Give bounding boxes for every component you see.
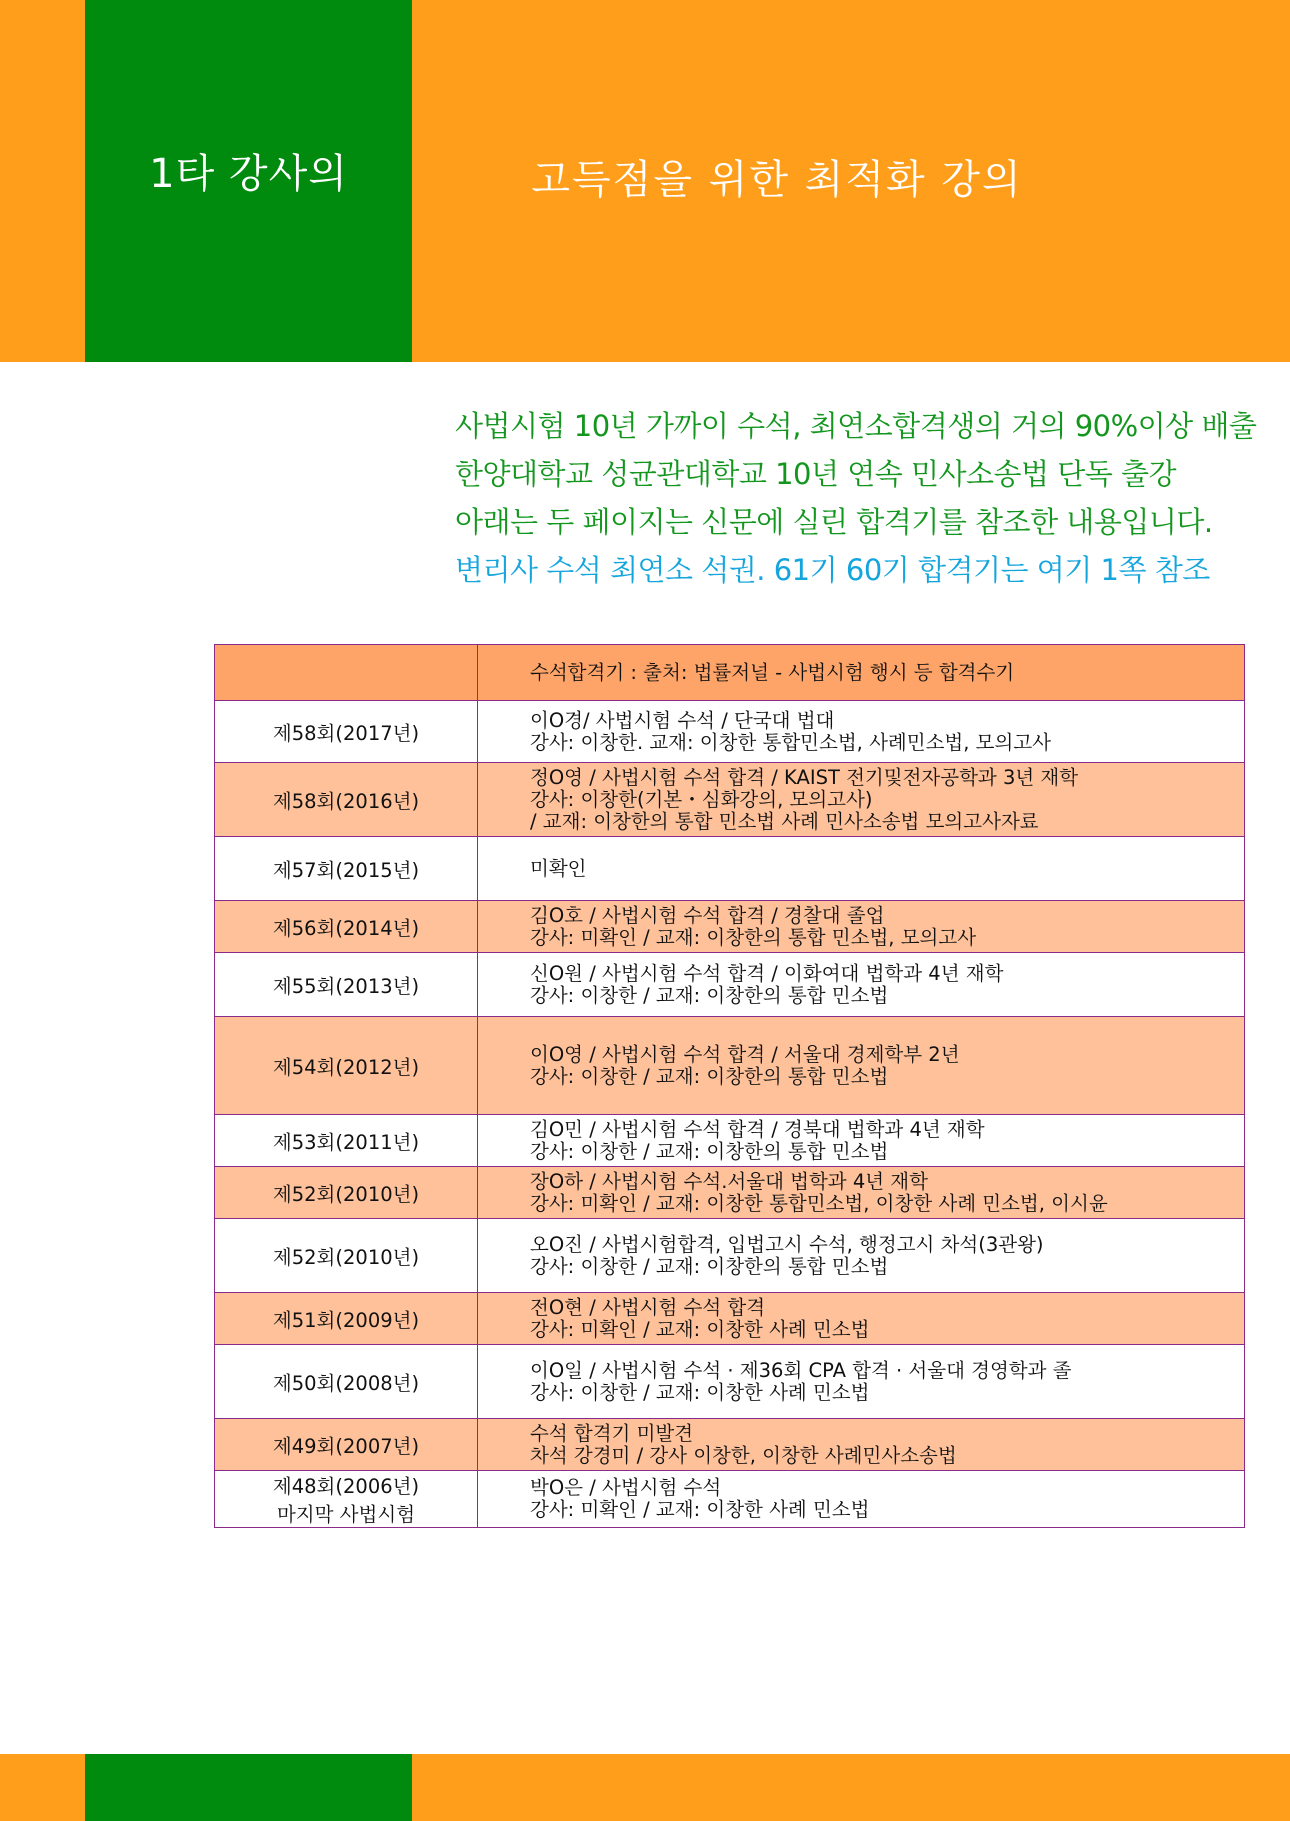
table-row <box>215 1219 1245 1293</box>
session-label: 마지막 사법시험 <box>276 1503 416 1526</box>
detail-cell <box>478 1017 1245 1115</box>
detail-line: 미확인 <box>530 856 587 880</box>
detail-line: 이O경/ 사법시험 수석 / 단국대 법대 <box>530 708 835 732</box>
detail-line: 박O은 / 사법시험 수석 <box>530 1476 722 1499</box>
detail-cell <box>478 701 1245 763</box>
intro-line: 사법시험 10년 가까이 수석, 최연소합격생의 거의 90%이상 배출 <box>455 409 1257 443</box>
session-label: 제52회(2010년) <box>272 1245 420 1269</box>
detail-line: 이O일 / 사법시험 수석 · 제36회 CPA 합격 · 서울대 경영학과 졸 <box>530 1358 1072 1382</box>
session-cell <box>215 701 478 763</box>
top-scorer-table <box>214 644 1245 1528</box>
detail-cell <box>478 1293 1245 1345</box>
table-row <box>215 1471 1245 1528</box>
session-label: 제50회(2008년) <box>272 1371 420 1395</box>
intro-text <box>455 402 1275 594</box>
session-cell <box>215 1419 478 1471</box>
session-label: 제53회(2011년) <box>272 1130 420 1154</box>
session-label: 제54회(2012년) <box>272 1055 420 1079</box>
detail-line: 이O영 / 사법시험 수석 합격 / 서울대 경제학부 2년 <box>530 1042 960 1066</box>
intro-line-highlight: 변리사 수석 최연소 석권. 61기 60기 합격기는 여기 1쪽 참조 <box>455 553 1210 587</box>
table-row <box>215 1419 1245 1471</box>
intro-line: 한양대학교 성균관대학교 10년 연속 민사소송법 단독 출강 <box>455 457 1177 491</box>
detail-line: 강사: 이창한 / 교재: 이창한의 통합 민소법 <box>530 1139 889 1163</box>
table-row <box>215 837 1245 901</box>
header-right-title: 고득점을 위한 최적화 강의 <box>531 157 1023 203</box>
detail-cell <box>478 1345 1245 1419</box>
intro-line: 아래는 두 페이지는 신문에 실린 합격기를 참조한 내용입니다. <box>455 505 1213 539</box>
detail-line: 수석 합격기 미발견 <box>530 1421 694 1445</box>
detail-line: / 교재: 이창한의 통합 민소법 사례 민사소송법 모의고사자료 <box>530 809 1039 833</box>
session-label: 제55회(2013년) <box>272 974 420 998</box>
detail-cell <box>478 1167 1245 1219</box>
session-cell <box>215 763 478 837</box>
detail-line: 강사: 이창한(기본・심화강의, 모의고사) <box>530 787 873 811</box>
detail-cell <box>478 1471 1245 1528</box>
detail-line: 강사: 이창한 / 교재: 이창한의 통합 민소법 <box>530 983 889 1007</box>
detail-cell <box>478 837 1245 901</box>
session-label: 제52회(2010년) <box>272 1182 420 1206</box>
table-row <box>215 901 1245 953</box>
table-row <box>215 953 1245 1017</box>
detail-line: 강사: 이창한 / 교재: 이창한의 통합 민소법 <box>530 1254 889 1278</box>
detail-line: 강사: 미확인 / 교재: 이창한 사례 민소법 <box>530 1498 870 1521</box>
session-cell <box>215 1345 478 1419</box>
detail-line: 강사: 이창한 / 교재: 이창한의 통합 민소법 <box>530 1064 889 1088</box>
table-header-row <box>215 645 1245 701</box>
detail-line: 정O영 / 사법시험 수석 합격 / KAIST 전기및전자공학과 3년 재학 <box>530 765 1079 789</box>
detail-line: 신O원 / 사법시험 수석 합격 / 이화여대 법학과 4년 재학 <box>530 961 1004 985</box>
table-row <box>215 1167 1245 1219</box>
detail-line: 강사: 이창한. 교재: 이창한 통합민소법, 사례민소법, 모의고사 <box>530 730 1052 754</box>
session-label: 제51회(2009년) <box>272 1308 420 1332</box>
session-cell <box>215 953 478 1017</box>
detail-cell <box>478 901 1245 953</box>
session-cell <box>215 1293 478 1345</box>
session-cell <box>215 901 478 953</box>
session-cell <box>215 1167 478 1219</box>
header-cell-title: 수석합격기 : 출처: 법률저널 - 사법시험 행시 등 합격수기 <box>478 645 1245 701</box>
session-label: 제48회(2006년) <box>272 1475 420 1498</box>
detail-line: 강사: 미확인 / 교재: 이창한 사례 민소법 <box>530 1317 870 1341</box>
detail-line: 강사: 이창한 / 교재: 이창한 사례 민소법 <box>530 1380 870 1404</box>
table-row <box>215 1017 1245 1115</box>
detail-line: 차석 강경미 / 강사 이창한, 이창한 사례민사소송법 <box>530 1443 957 1467</box>
detail-cell <box>478 953 1245 1017</box>
session-cell <box>215 1115 478 1167</box>
detail-cell <box>478 763 1245 837</box>
detail-line: 강사: 미확인 / 교재: 이창한의 통합 민소법, 모의고사 <box>530 925 977 949</box>
detail-cell <box>478 1419 1245 1471</box>
detail-line: 강사: 미확인 / 교재: 이창한 통합민소법, 이창한 사례 민소법, 이시윤 <box>530 1191 1108 1215</box>
table-row <box>215 1345 1245 1419</box>
header-cell-empty <box>215 645 478 701</box>
session-label: 제57회(2015년) <box>272 858 420 882</box>
detail-line: 김O호 / 사법시험 수석 합격 / 경찰대 졸업 <box>530 903 885 927</box>
session-label: 제49회(2007년) <box>272 1434 420 1458</box>
detail-line: 장O하 / 사법시험 수석.서울대 법학과 4년 재학 <box>530 1169 928 1193</box>
detail-cell <box>478 1115 1245 1167</box>
session-cell <box>215 1471 478 1528</box>
detail-line: 오O진 / 사법시험합격, 입법고시 수석, 행정고시 차석(3관왕) <box>530 1232 1044 1256</box>
detail-line: 김O민 / 사법시험 수석 합격 / 경북대 법학과 4년 재학 <box>530 1117 985 1141</box>
session-cell <box>215 1219 478 1293</box>
session-label: 제58회(2016년) <box>272 789 420 813</box>
footer-green-block <box>85 1754 412 1821</box>
session-label: 제58회(2017년) <box>272 721 420 745</box>
session-label: 제56회(2014년) <box>272 916 420 940</box>
table-row <box>215 701 1245 763</box>
detail-line: 전O현 / 사법시험 수석 합격 <box>530 1295 766 1319</box>
table-row <box>215 763 1245 837</box>
table-row <box>215 1293 1245 1345</box>
session-cell <box>215 1017 478 1115</box>
session-cell <box>215 837 478 901</box>
table-row <box>215 1115 1245 1167</box>
header-left-title: 1타 강사의 <box>149 151 348 197</box>
detail-cell <box>478 1219 1245 1293</box>
